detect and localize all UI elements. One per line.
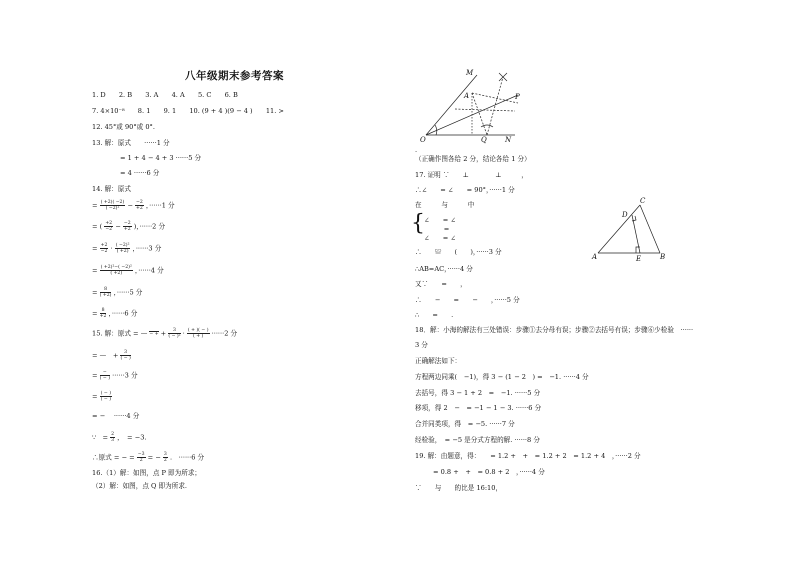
label-o: O [420, 136, 426, 144]
q18-line-4: 方程两边同乘( −1)，得 3 − (1 − 2 ) = −1. ······4 分 [415, 373, 589, 381]
label-n: N [505, 136, 512, 144]
q18-line-5: 去括号，得 3 − 1 + 2 = −1. ······5 分 [415, 389, 541, 397]
label-a: A [464, 92, 470, 100]
q17-line-3: 在 与 中 [415, 201, 475, 209]
label-q: Q [481, 136, 487, 144]
q14-step-3: = $\frac{+2}{-2}$ · $\frac{\text{( −2)²}}{( +2)}$ ，······3 分 [92, 243, 162, 254]
q18-line-8: 经检验， = −5 是分式方程的解. ······8 分 [415, 436, 540, 444]
q17-condition-2: = [424, 225, 450, 233]
figure-caption-dot: . [415, 146, 418, 154]
side-cb [640, 205, 660, 253]
label-p: P [515, 93, 520, 101]
q17-line-7: ∴ − = − ，······5 分 [415, 296, 520, 304]
figure-triangle [590, 195, 670, 263]
q18-line-3: 正确解法如下： [415, 357, 462, 365]
q15-line-7: ∴原式 = − = $\frac{-3}{2}$ = − $\frac{3}{2}$ . ······6 分 [92, 452, 205, 463]
label-a: A [592, 253, 598, 261]
q13-line-3: = 4 ······6 分 [120, 169, 160, 177]
q17-line-6: 又∵ = ， [415, 280, 467, 288]
q13-line-1: 13. 解：原式 ······1 分 [92, 139, 170, 147]
label-b: B [660, 253, 666, 261]
q16-line-1: 16.（1）解：如图，点 P 即为所求； [92, 469, 202, 477]
q18-line-7: 合并同类项，得 = −5. ······7 分 [415, 420, 515, 428]
q14-step-5: = $\frac{8}{( +2)}$ ，······5 分 [92, 287, 143, 298]
answer-line-1: 1. D 2. B 3. A 4. A 5. C 6. B [92, 91, 238, 99]
q18-line-6: 移项，得 2 − = −1 − 1 − 3. ······6 分 [415, 404, 542, 412]
q14-step-2: = ( $\frac{+2}{-2}$ − $\frac{-2}{+2}$ )，······2 分 [92, 221, 166, 232]
label-m: M [466, 69, 474, 77]
q15-line-4: = $\frac{( - )}{( - )}$ [92, 391, 111, 402]
q14-step-1: = $\frac{( +2)( -2)}{\text{( −2)²}}$ − $\frac{-2}{+2}$ ，······1 分 [92, 200, 175, 211]
q19-line-3: ∵ 与 的比是 16:10， [415, 484, 503, 492]
brace-symbol: { [411, 211, 425, 236]
label-c: C [640, 197, 646, 205]
q15-line-3: = $\frac{-}{( - )}$ ······3 分 [92, 370, 138, 381]
q14-step-6: = $\frac{8}{+2}$ ，······6 分 [92, 308, 138, 319]
side-ac [598, 205, 640, 253]
label-e: E [636, 255, 642, 263]
q17-line-2: ∴∠ = ∠ = 90°，······1 分 [415, 186, 515, 194]
q18-line-1: 18．解：小海的解法有三处错误：步骤①去分母有误；步骤②去括号有误；步骤⑥少检验 ······ [415, 326, 694, 334]
q19-line-1: 19. 解：由题意，得： = 1.2 + + = 1.2 + 2 = 1.2 + 4 ，······2 分 [415, 452, 641, 460]
q15-line-1: 15. 解：原式 = — − + + $\frac{3}{\text{( − )²}}$ · $\frac{( + )( - )}{( + )}$ ······2 分 [92, 328, 238, 339]
arc-o [435, 125, 437, 135]
figure-angle-construction [415, 65, 550, 147]
q16-note: （正确作图各给 2 分，结论各给 1 分） [415, 155, 531, 163]
q18-line-2: 3 分 [415, 341, 428, 349]
q13-line-2: = 1 + 4 − 4 + 3 ······5 分 [120, 154, 202, 162]
q17-condition-1: ∠ = ∠ [424, 216, 456, 224]
ray-om [426, 75, 477, 135]
arc-mark-top [499, 73, 507, 81]
dashed-bisector [487, 77, 503, 135]
arc-q [481, 125, 493, 127]
q15-line-6: ∵ = $\frac{2}{3}$ ， = −3. [92, 432, 147, 443]
q15-line-5: = − ······4 分 [92, 412, 140, 420]
q17-line-5: ∴AB=AC，······4 分 [415, 265, 473, 273]
q17-line-4: ∴ ≌ ( )，······3 分 [415, 248, 502, 256]
q14-step-4: = $\frac{\text{( +2)²−( −2)²}}{( +2)}$ ，······4 分 [92, 265, 164, 276]
label-d: D [622, 211, 628, 219]
q15-line-2: = — + $\frac{3}{( - )}$ [92, 350, 131, 361]
q17-line-8: ∴ = . [415, 311, 454, 319]
answer-line-2: 7. 4×10⁻⁸ 8. 1 9. 1 10. (9 + 4 )(9 − 4 ) 11. > [92, 107, 284, 115]
page-title: 八年级期末参考答案 [185, 70, 284, 82]
answer-line-3: 12. 45°或 90°或 0°. [92, 123, 155, 131]
q16-line-2: （2）解：如图，点 Q 即为所求. [92, 482, 188, 490]
q17-line-1: 17. 证明 ∵ ⊥ ⊥ ， [415, 171, 528, 179]
q14-line-1: 14. 解：原式 [92, 185, 131, 193]
q17-condition-3: ∠ = ∠ [424, 234, 456, 242]
q19-line-2: = 0.8 + + = 0.8 + 2 ，······4 分 [433, 468, 545, 476]
